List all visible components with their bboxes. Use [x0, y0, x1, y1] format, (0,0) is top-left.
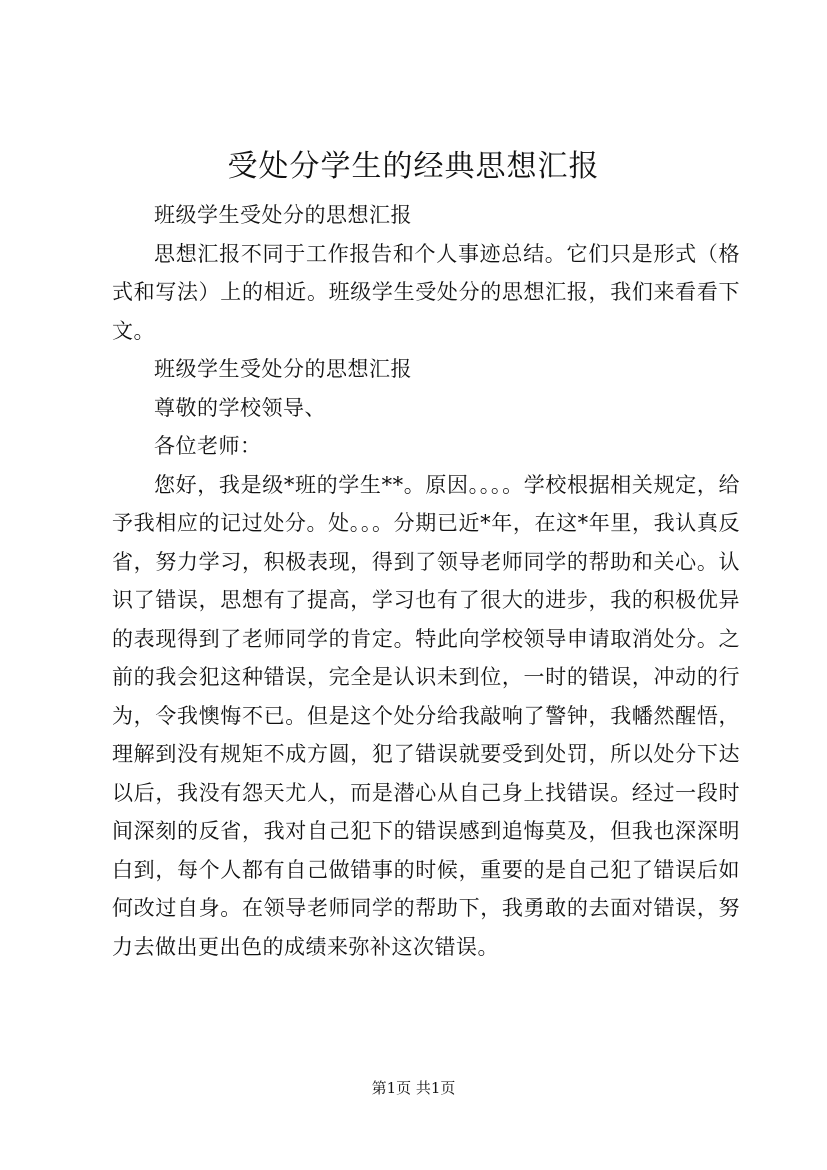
subtitle-paragraph: 班级学生受处分的思想汇报 — [154, 203, 412, 227]
document-title: 受处分学生的经典思想汇报 — [227, 149, 600, 184]
salutation-line: 各位老师： — [154, 434, 262, 458]
document-body — [112, 196, 740, 966]
page-number-footer: 第1页 共1页 — [371, 1079, 456, 1097]
subtitle-paragraph: 班级学生受处分的思想汇报 — [154, 357, 412, 381]
intro-paragraph: 思想汇报不同于工作报告和个人事迹总结。它们只是形式（格式和写法）上的相近。班级学生受处分的思想汇报，我们来看看下文。 — [112, 241, 740, 343]
salutation-line: 尊敬的学校领导、 — [154, 395, 326, 420]
body-paragraph: 您好，我是级*班的学生**。原因。。。。学校根据相关规定，给予我相应的记过处分。处。。。分期已近*年，在这*年里，我认真反省，努力学习，积极表现，得到了领导老师同学的帮助和关心。认识了错误，思想有了提高，学习也有了很大的进步，我的积极优异的表现得到了老师同学的肯定。特此向学校领导申请取消处分。之前的我会犯这种错误，完全是认识未到位，一时的错误，冲动的行为，令我懊悔不已。但是这个处分给我敲响了警钟，我幡然醒悟，理解到没有规矩不成方圆，犯了错误就要受到处罚，所以处分下达以后，我没有怨天尤人，而是潜心从自己身上找错误。经过一段时间深刻的反省，我对自己犯下的错误感到追悔莫及，但我也深深明白到，每个人都有自己做错事的时候，重要的是自己犯了错误后如何改过自身。在领导老师同学的帮助下，我勇敢的去面对错误，努力去做出更出色的成绩来弥补这次错误。 — [112, 472, 740, 959]
